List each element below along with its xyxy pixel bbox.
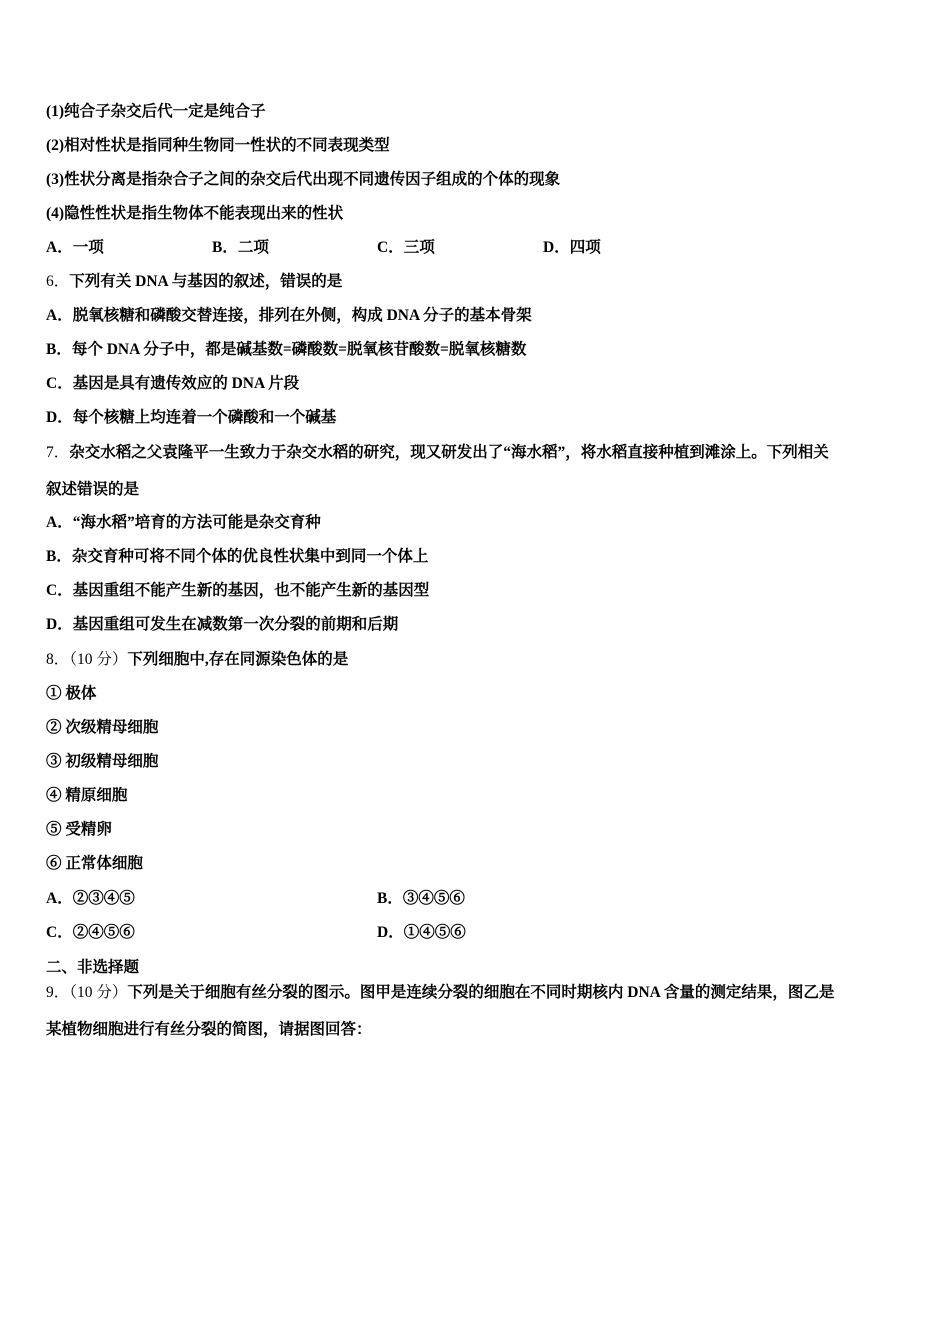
q7-option-b: B．杂交育种可将不同个体的优良性状集中到同一个体上 [46, 548, 429, 565]
q8-item-1: ① 极体 [46, 685, 97, 702]
q8-option-a: A．②③④⑤ [46, 890, 135, 907]
q5-statement-4: (4)隐性性状是指生物体不能表现出来的性状 [46, 205, 344, 222]
q8-item-3: ③ 初级精母细胞 [46, 753, 159, 770]
q9-stem [46, 983, 834, 1003]
q7-stem-line1: 杂交水稻之父袁隆平一生致力于杂交水稻的研究，现又研发出了“海水稻”，将水稻直接种植到滩涂上。下列相关 [69, 444, 829, 461]
q6-number: 6． [46, 273, 70, 290]
q8-stem [46, 650, 348, 670]
q5-option-d: D．四项 [543, 239, 601, 256]
q8-item-2: ② 次级精母细胞 [46, 719, 159, 736]
q5-option-c: C．三项 [377, 239, 435, 256]
q8-item-5: ⑤ 受精卵 [46, 821, 112, 838]
q9-stem-line1: 下列是关于细胞有丝分裂的图示。图甲是连续分裂的细胞在不同时期核内 DNA 含量的测定结果，图乙是 [127, 984, 835, 1001]
q6-stem-text: 下列有关 DNA 与基因的叙述，错误的是 [69, 273, 343, 290]
q8-item-4: ④ 精原细胞 [46, 787, 128, 804]
q8-option-d: D．①④⑤⑥ [377, 924, 466, 941]
q6-option-b: B．每个 DNA 分子中，都是碱基数=磷酸数=脱氧核苷酸数=脱氧核糖数 [46, 341, 527, 358]
q5-statement-3: (3)性状分离是指杂合子之间的杂交后代出现不同遗传因子组成的个体的现象 [46, 171, 561, 188]
q9-stem-line2: 某植物细胞进行有丝分裂的简图，请据图回答： [46, 1021, 372, 1038]
q7-number: 7． [46, 444, 70, 461]
q7-stem-line2: 叙述错误的是 [46, 481, 140, 498]
q5-statement-1: (1)纯合子杂交后代一定是纯合子 [46, 103, 266, 120]
q9-number: 9．（10 分） [46, 984, 128, 1001]
section-title: 二、非选择题 [46, 959, 140, 976]
q7-option-d: D．基因重组可发生在减数第一次分裂的前期和后期 [46, 616, 399, 633]
q7-option-c: C．基因重组不能产生新的基因，也不能产生新的基因型 [46, 582, 430, 599]
q5-option-a: A．一项 [46, 239, 104, 256]
q8-option-c: C．②④⑤⑥ [46, 924, 135, 941]
q8-option-b: B．③④⑤⑥ [377, 890, 465, 907]
q7-stem [46, 443, 829, 463]
q7-option-a: A．“海水稻”培育的方法可能是杂交育种 [46, 514, 321, 531]
q6-option-a: A．脱氧核糖和磷酸交替连接，排列在外侧，构成 DNA 分子的基本骨架 [46, 307, 532, 324]
q6-option-c: C．基因是具有遗传效应的 DNA 片段 [46, 375, 300, 392]
q5-option-b: B．二项 [212, 239, 269, 256]
q6-stem [46, 272, 342, 292]
q6-option-d: D．每个核糖上均连着一个磷酸和一个碱基 [46, 409, 337, 426]
q5-statement-2: (2)相对性状是指同种生物同一性状的不同表现类型 [46, 137, 390, 154]
q8-number: 8．（10 分） [46, 651, 128, 668]
q8-item-6: ⑥ 正常体细胞 [46, 855, 143, 872]
q8-stem-text: 下列细胞中,存在同源染色体的是 [127, 651, 349, 668]
